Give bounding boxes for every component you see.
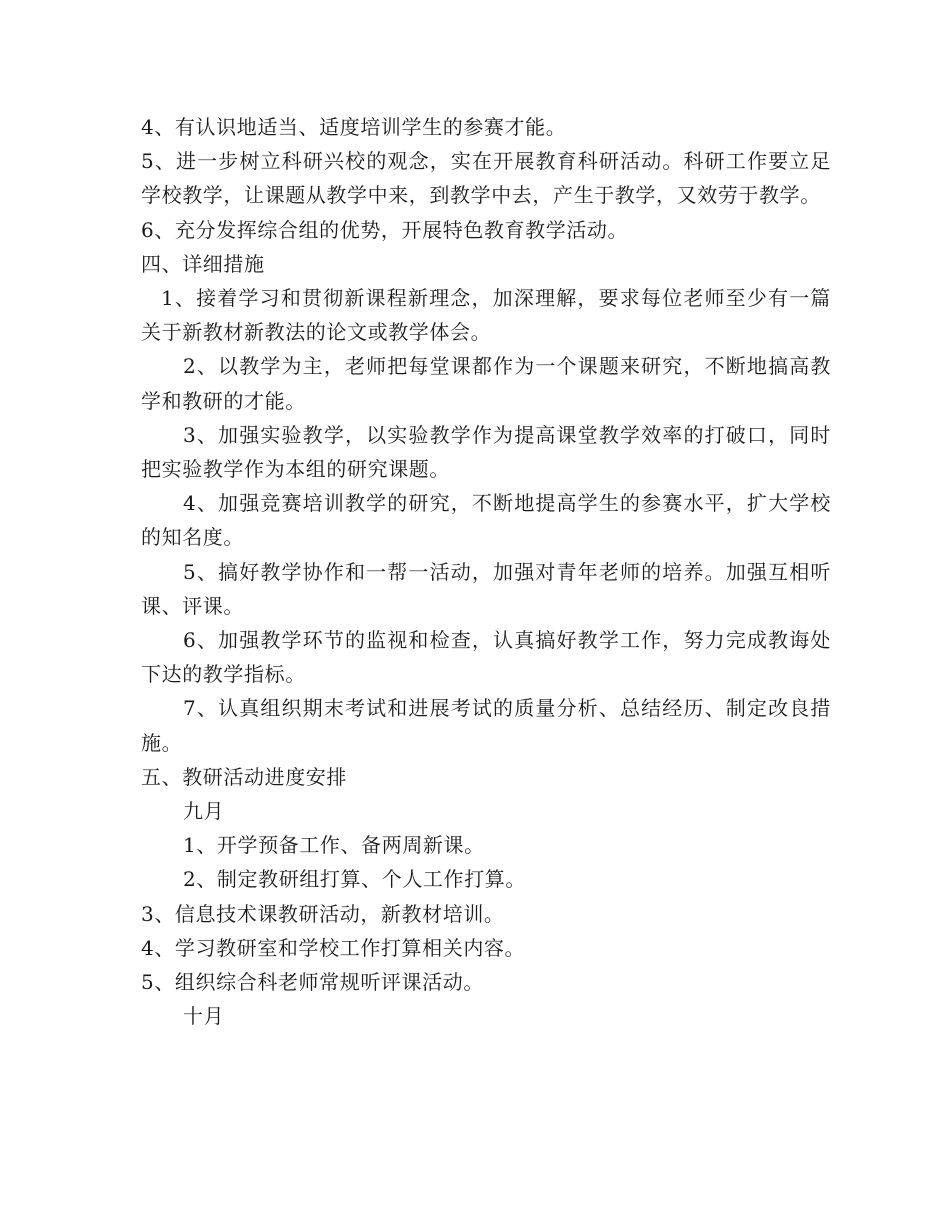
measure-item-7: 7、认真组织期末考试和进展考试的质量分析、总结经历、制定改良措施。	[141, 696, 831, 755]
measure-item-6: 6、加强教学环节的监视和检查，认真搞好教学工作，努力完成教诲处下达的教学指标。	[141, 628, 831, 687]
measure-item-5: 5、搞好教学协作和一帮一活动，加强对青年老师的培养。加强互相听课、评课。	[141, 559, 831, 618]
schedule-item-3: 3、信息技术课教研活动，新教材培训。	[141, 901, 505, 926]
paragraph-item-6: 6、充分发挥综合组的优势，开展特色教育教学活动。	[141, 217, 629, 242]
schedule-item-1: 1、开学预备工作、备两周新课。	[183, 833, 485, 858]
month-heading-september: 九月	[183, 799, 225, 824]
paragraph-item-4: 4、有认识地适当、适度培训学生的参赛才能。	[141, 115, 567, 139]
paragraph-item-5: 5、进一步树立科研兴校的观念，实在开展教育科研活动。科研工作要立足学校教学，让课题从教学中来，到教学中去，产生于教学，又效劳于教学。	[141, 149, 831, 208]
section-heading-measures: 四、详细措施	[141, 251, 265, 276]
schedule-item-2: 2、制定教研组打算、个人工作打算。	[183, 867, 526, 892]
measure-item-4: 4、加强竞赛培训教学的研究，不断地提高学生的参赛水平，扩大学校的知名度。	[141, 491, 831, 550]
document-body	[141, 110, 831, 1033]
section-heading-schedule: 五、教研活动进度安排	[141, 764, 347, 789]
schedule-item-4: 4、学习教研室和学校工作打算相关内容。	[141, 935, 526, 960]
measure-item-2: 2、以教学为主，老师把每堂课都作为一个课题来研究，不断地搞高教学和教研的才能。	[141, 354, 831, 413]
month-heading-october: 十月	[183, 1004, 225, 1029]
measure-item-1: 1、接着学习和贯彻新课程新理念，加深理解，要求每位老师至少有一篇关于新教材新教法的论文或教学体会。	[141, 286, 831, 345]
schedule-item-5: 5、组织综合科老师常规听评课活动。	[141, 970, 484, 995]
measure-item-3: 3、加强实验教学，以实验教学作为提高课堂教学效率的打破口，同时把实验教学作为本组的研究课题。	[141, 422, 831, 482]
